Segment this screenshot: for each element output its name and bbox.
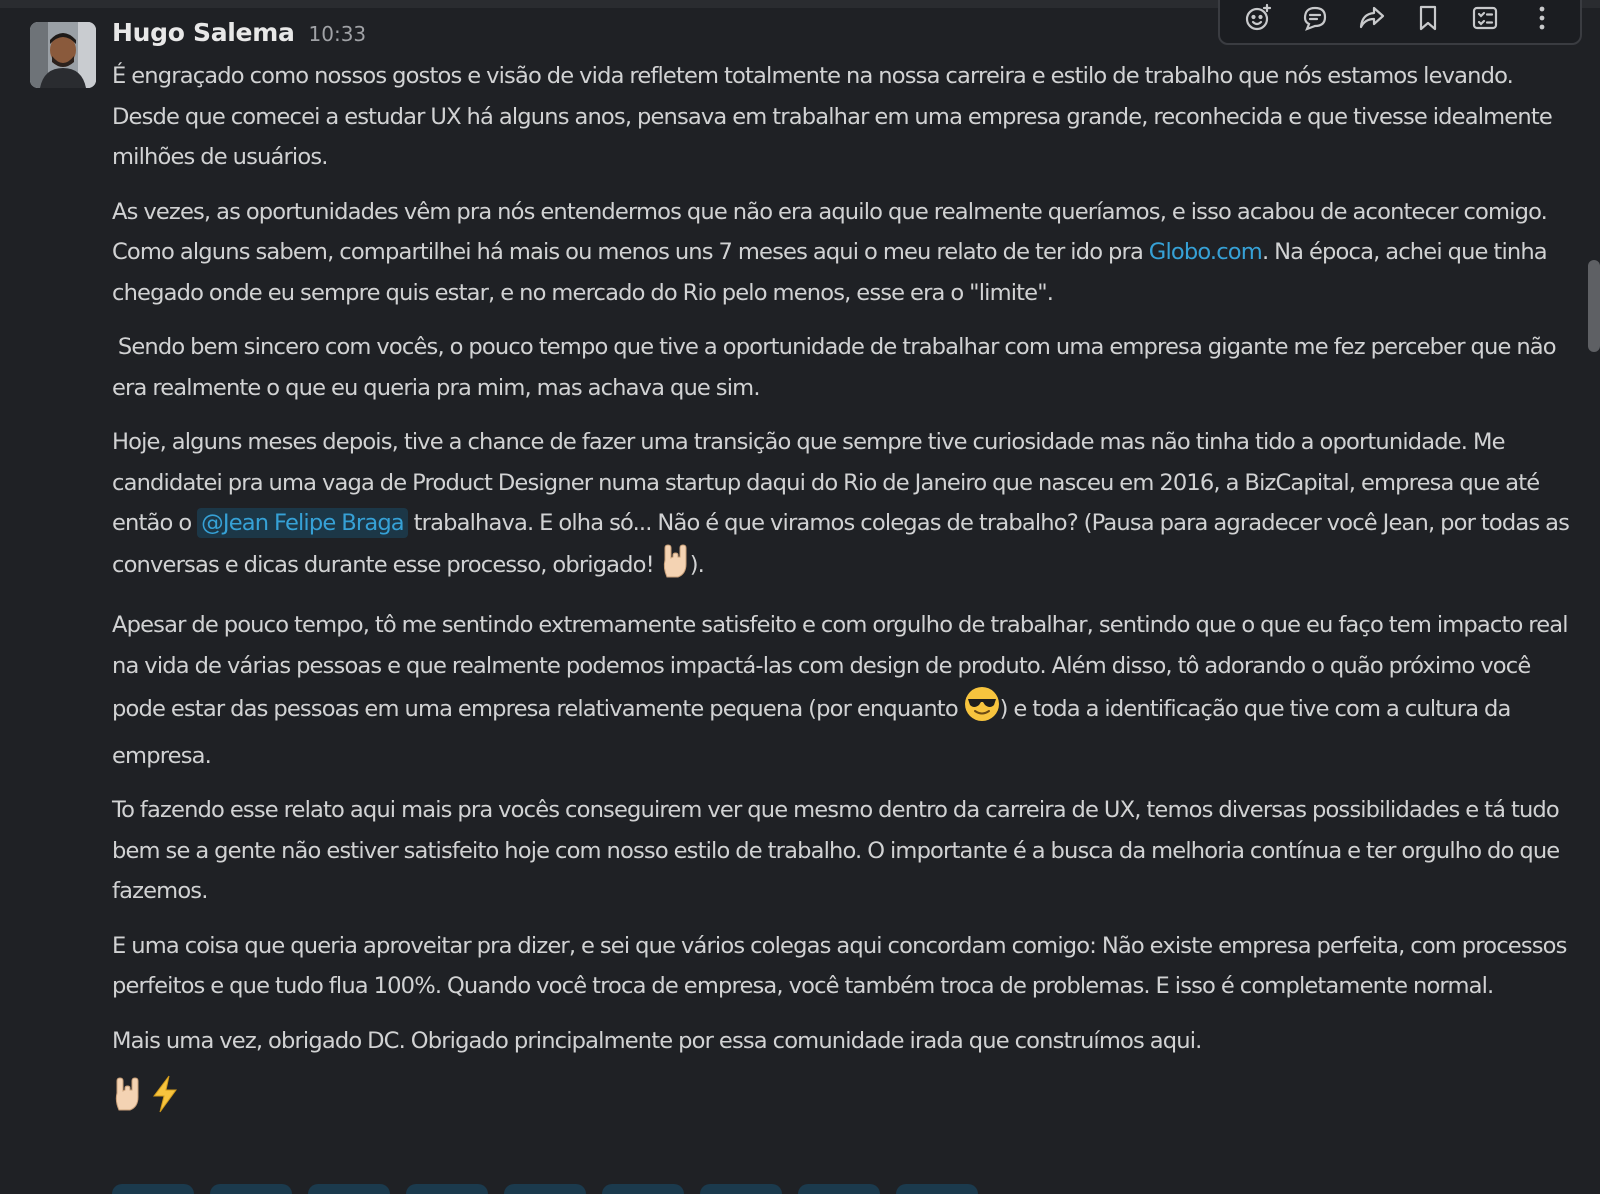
rock-on-hand-emoji <box>660 544 690 592</box>
paragraph-8: Mais uma vez, obrigado DC. Obrigado principalmente por essa comunidade irada que construímos aqui. <box>112 1027 1202 1054</box>
paragraph-4 <box>112 422 1576 591</box>
add-to-list-icon[interactable] <box>1465 0 1505 38</box>
bookmark-icon[interactable] <box>1408 0 1448 38</box>
reaction-chip[interactable] <box>896 1184 978 1194</box>
add-reaction-icon[interactable] <box>1238 0 1278 38</box>
paragraph-6: To fazendo esse relato aqui mais pra vocês conseguirem ver que mesmo dentro da carreira de UX, temos diversas possibilidades e tá tudo bem se a gente não estiver satisfeito hoje com nosso estilo de trabalho. O importante é a busca da melhoria contínua e ter orgulho do que fazemos. <box>112 797 1566 904</box>
avatar-image <box>30 22 96 88</box>
reaction-chip[interactable] <box>504 1184 586 1194</box>
reaction-chip[interactable] <box>308 1184 390 1194</box>
reaction-chip[interactable] <box>406 1184 488 1194</box>
rock-on-hand-emoji <box>112 1075 142 1127</box>
reaction-chip[interactable] <box>602 1184 684 1194</box>
paragraph-2 <box>112 192 1576 314</box>
lightning-emoji <box>150 1075 180 1127</box>
paragraph-7: E uma coisa que queria aproveitar pra dizer, e sei que vários colegas aqui concordam comigo: Não existe empresa perfeita, com processos perfeitos e que tudo flua 100%. Quando você troca de empresa, você também troca de problemas. E isso é completamente normal. <box>112 932 1573 999</box>
paragraph-5 <box>112 605 1576 776</box>
paragraph-4-after: ). <box>689 551 704 578</box>
paragraph-4-middle: trabalhava. E olha só... Não é que viramos colegas de trabalho? (Pausa para agradecer você Jean, por todas as conversas e dicas durante esse processo, obrigado! <box>112 510 1575 578</box>
emoji-line <box>112 1075 1576 1127</box>
paragraph-3: Sendo bem sincero com vocês, o pouco tempo que tive a oportunidade de trabalhar com uma empresa gigante me fez perceber que não era realmente o que eu queria pra mim, mas achava que sim. <box>112 334 1562 401</box>
paragraph-4-before: Hoje, alguns meses depois, tive a chance de fazer uma transição que sempre tive curiosidade mas não tinha tido a oportunidade. Me candidatei pra uma vaga de Product Designer numa startup daqui do Rio de Janeiro que nasceu em 2016, a BizCapital, empresa que até então o <box>112 429 1546 536</box>
paragraph-1: É engraçado como nossos gostos e visão de vida refletem totalmente na nossa carreira e estilo de trabalho que nós estamos levando. Desde que comecei a estudar UX há alguns anos, pensava em trabalhar em uma empresa grande, reconhecida e que tivesse idealmente milhões de usuários. <box>112 63 1558 170</box>
message-header <box>112 18 366 58</box>
reaction-chip[interactable] <box>798 1184 880 1194</box>
globo-link[interactable]: Globo.com <box>1148 239 1262 265</box>
paragraph-5-before: Apesar de pouco tempo, tô me sentindo extremamente satisfeito e com orgulho de trabalhar, sentindo que o que eu faço tem impacto real na vida de várias pessoas e que realmente podemos impactá-las com design de produto. Além disso, tô adorando o quão próximo você pode estar das pessoas em uma empresa relativamente pequena (por enquanto <box>112 612 1574 722</box>
user-mention[interactable]: @Jean Felipe Braga <box>197 508 408 538</box>
more-actions-icon[interactable] <box>1522 0 1562 38</box>
reaction-chip[interactable] <box>112 1184 194 1194</box>
message-body <box>112 56 1576 1141</box>
avatar[interactable] <box>30 22 96 88</box>
scrollbar-thumb[interactable] <box>1588 260 1600 352</box>
share-icon[interactable] <box>1352 0 1392 38</box>
author-name[interactable]: Hugo Salema <box>112 18 295 47</box>
reply-in-thread-icon[interactable] <box>1295 0 1335 38</box>
message-actions-toolbar <box>1218 0 1582 45</box>
reactions-row <box>112 1184 978 1194</box>
paragraph-2-text: As vezes, as oportunidades vêm pra nós entendermos que não era aquilo que realmente queríamos, e isso acabou de acontecer comigo. <box>112 198 1548 225</box>
paragraph-2b-after: . Na época, achei que tinha chegado onde eu sempre quis estar, e no mercado do Rio pelo menos, esse era o "limite". <box>112 239 1553 306</box>
reaction-chip[interactable] <box>210 1184 292 1194</box>
message-timestamp[interactable]: 10:33 <box>308 22 367 46</box>
sunglasses-emoji <box>964 686 1000 736</box>
paragraph-5-after: ) e toda a identificação que tive com a cultura da empresa. <box>112 696 1517 769</box>
paragraph-2b-text: Como alguns sabem, compartilhei há mais ou menos uns 7 meses aqui o meu relato de ter ido pra <box>112 239 1149 265</box>
reaction-chip[interactable] <box>700 1184 782 1194</box>
